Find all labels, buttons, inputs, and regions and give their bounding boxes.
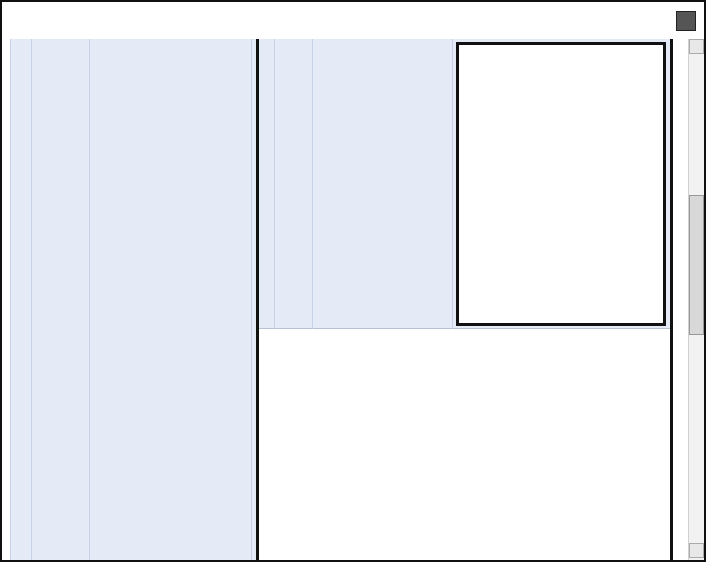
commune-table bbox=[456, 42, 666, 326]
voivodeship-code-cell bbox=[32, 39, 90, 560]
voivodeship-toggle-cell[interactable] bbox=[10, 39, 32, 560]
nested-table-border-right bbox=[670, 39, 673, 560]
scroll-up-button[interactable] bbox=[689, 39, 704, 54]
scrollbar-thumb[interactable] bbox=[689, 195, 704, 335]
dialog-titlebar bbox=[2, 2, 704, 39]
scroll-down-button[interactable] bbox=[689, 543, 704, 558]
voivodeship-name-cell bbox=[90, 39, 252, 560]
codes-tree-table bbox=[2, 39, 688, 560]
close-button[interactable] bbox=[676, 11, 696, 31]
vertical-scrollbar[interactable] bbox=[688, 39, 704, 560]
